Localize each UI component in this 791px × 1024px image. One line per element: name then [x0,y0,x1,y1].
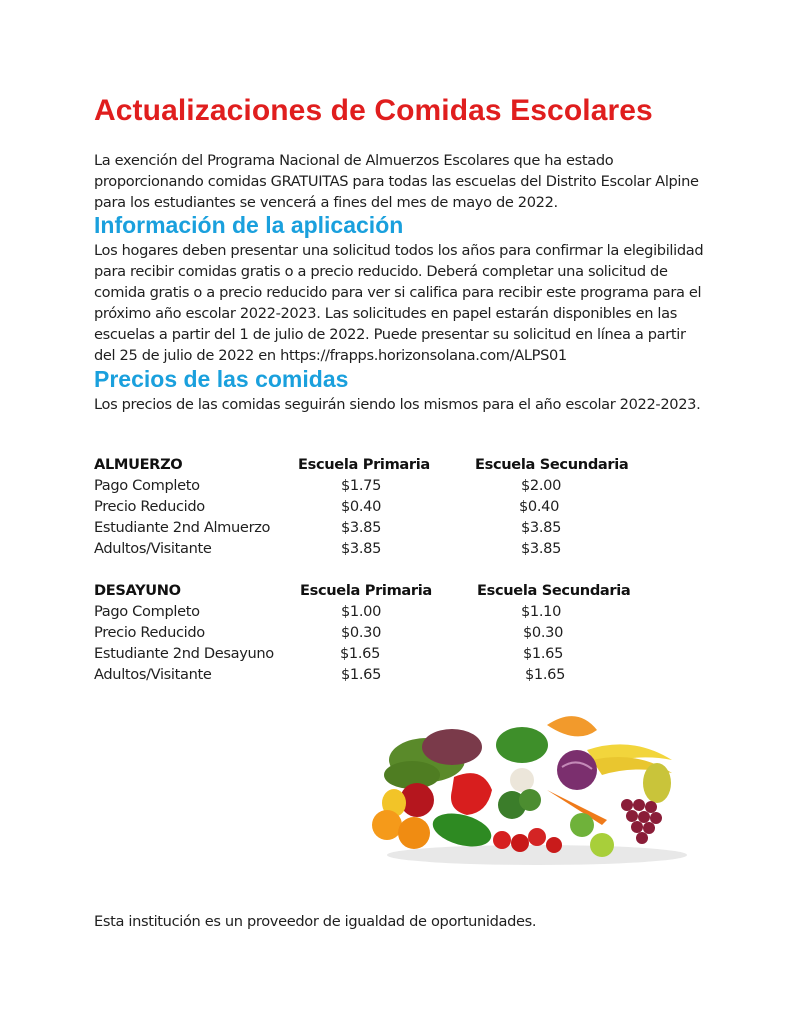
row-label: Precio Reducido [94,498,205,515]
footer-statement: Esta institución es un proveedor de igualdad de oportunidades. [94,913,537,930]
table-row [0,498,791,519]
table-row [0,519,791,540]
column-header-secondary: Escuela Secundaria [475,456,629,473]
price-primary: $1.75 [341,477,382,494]
table-row [0,603,791,624]
price-primary: $1.00 [341,603,382,620]
column-header-secondary: Escuela Secundaria [477,582,631,599]
price-secondary: $3.85 [521,519,562,536]
price-secondary: $0.30 [523,624,564,641]
row-label: Adultos/Visitante [94,666,212,683]
price-secondary: $1.10 [521,603,562,620]
table-row [0,624,791,645]
fruits-and-vegetables-image [372,705,692,865]
page-title: Actualizaciones de Comidas Escolares [94,94,653,127]
lunch-table-header [0,456,791,477]
price-secondary: $0.40 [519,498,560,515]
intro-paragraph: La exención del Programa Nacional de Almuerzos Escolares que ha estado proporcionando comidas GRATUITAS para todas las escuelas del Distrito Escolar Alpine para los estudiantes se vencerá a fines del mes de mayo de 2022. [94,152,699,211]
row-label: Adultos/Visitante [94,540,212,557]
price-secondary: $1.65 [523,645,564,662]
section-heading-prices: Precios de las comidas [94,366,349,392]
table-row [0,540,791,561]
breakfast-table-title: DESAYUNO [94,582,181,599]
price-primary: $0.30 [341,624,382,641]
row-label: Estudiante 2nd Desayuno [94,645,274,662]
price-primary: $3.85 [341,519,382,536]
price-primary: $3.85 [341,540,382,557]
column-header-primary: Escuela Primaria [298,456,430,473]
table-row [0,645,791,666]
price-secondary: $3.85 [521,540,562,557]
row-label: Pago Completo [94,603,200,620]
breakfast-table-header [0,582,791,603]
lunch-table-title: ALMUERZO [94,456,183,473]
table-row [0,666,791,687]
price-primary: $0.40 [341,498,382,515]
column-header-primary: Escuela Primaria [300,582,432,599]
table-row [0,477,791,498]
prices-paragraph: Los precios de las comidas seguirán siendo los mismos para el año escolar 2022-2023. [94,396,701,413]
price-secondary: $2.00 [521,477,562,494]
row-label: Estudiante 2nd Almuerzo [94,519,271,536]
row-label: Pago Completo [94,477,200,494]
application-paragraph: Los hogares deben presentar una solicitud todos los años para confirmar la elegibilidad para recibir comidas gratis o a precio reducido. Deberá completar una solicitud de comida gratis o a precio reducido para ver si califica para recibir este programa para el próximo año escolar 2022-2023. Las solicitudes en papel estarán disponibles en las escuelas a partir del 1 de julio de 2022. Puede presentar su solicitud en línea a partir del 25 de julio de 2022 en https://frapps.horizonsolana.com/ALPS01 [94,242,704,364]
row-label: Precio Reducido [94,624,205,641]
price-secondary: $1.65 [525,666,566,683]
price-primary: $1.65 [340,645,381,662]
section-heading-application: Información de la aplicación [94,212,404,238]
price-primary: $1.65 [341,666,382,683]
